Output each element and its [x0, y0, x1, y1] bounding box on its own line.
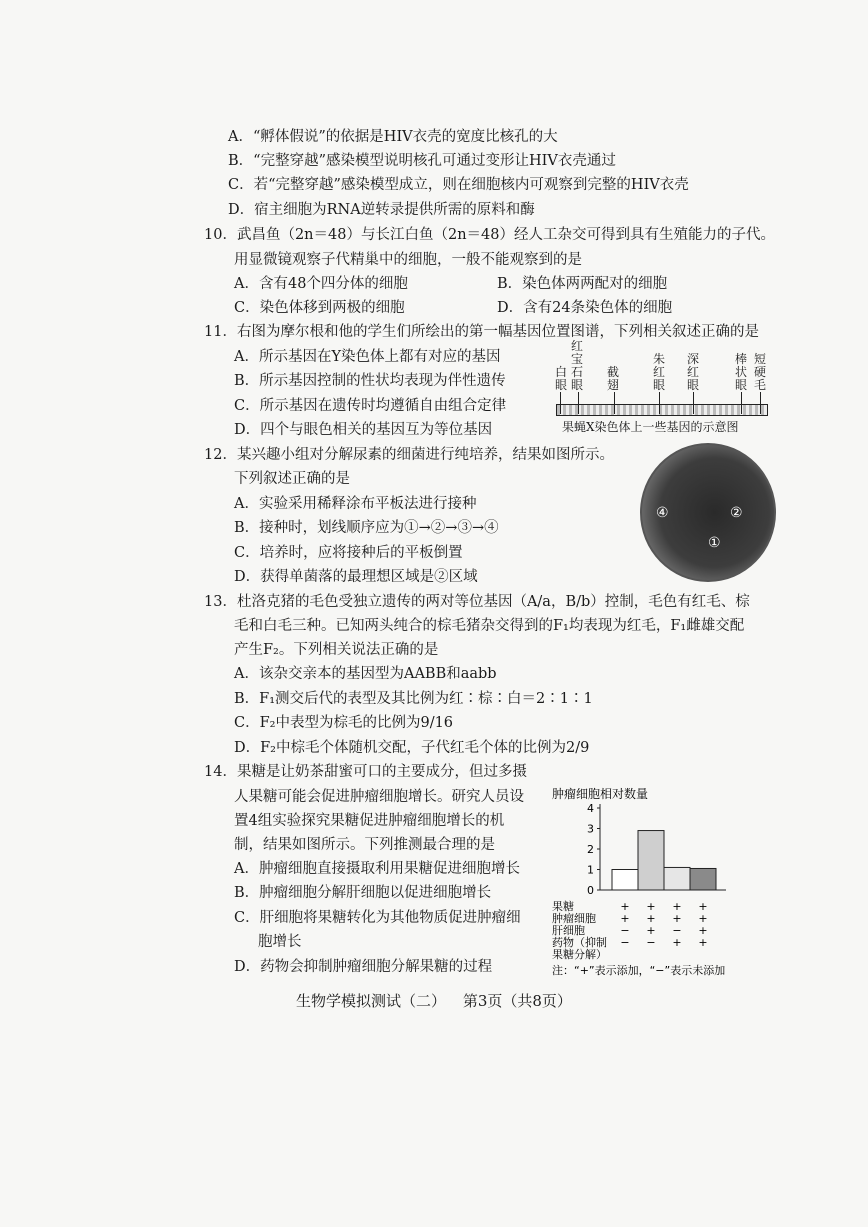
condition-sign: +	[698, 912, 708, 925]
q14-option-c-line-1: C．肝细胞将果糖转化为其他物质促进肿瘤细	[234, 910, 521, 926]
condition-sign: +	[646, 924, 656, 937]
q14-stem-3: 置4组实验探究果糖促进肿瘤细胞增长的机	[234, 813, 505, 829]
q14-option-c-line-2: 胞增长	[258, 934, 302, 950]
condition-sign: +	[672, 936, 682, 949]
y-tick-label: 0	[587, 884, 594, 897]
q14-stem-2: 人果糖可能会促进肿瘤细胞增长。研究人员设	[234, 789, 524, 805]
q11-option-d: D．四个与眼色相关的基因互为等位基因	[234, 422, 493, 438]
q13-option-a: A．该杂交亲本的基因型为AABB和aabb	[234, 666, 497, 682]
chart-ylabel: 肿瘤细胞相对数量	[552, 787, 649, 801]
dish-region-4-label: ④	[656, 505, 669, 521]
q14-stem-1: 14．果糖是让奶茶甜蜜可口的主要成分，但过多摄	[204, 764, 527, 780]
footer-page-number: 第3页（共8页）	[462, 992, 572, 1010]
q12-option-d: D．获得单菌落的最理想区域是②区域	[234, 569, 478, 585]
q12-option-b: B．接种时，划线顺序应为①→②→③→④	[234, 520, 499, 536]
gene-tick	[760, 392, 761, 414]
bar	[690, 868, 716, 890]
q9-option-b: B．“完整穿越”感染模型说明核孔可通过变形让HIV衣壳通过	[228, 153, 616, 169]
q14-option-b: B．肿瘤细胞分解肝细胞以促进细胞增长	[234, 885, 492, 901]
condition-sign: +	[646, 900, 656, 913]
gene-tick	[578, 392, 579, 414]
condition-row-label: 肝细胞	[552, 924, 585, 937]
chart-note: 注：“+”表示添加，“−”表示未添加	[552, 964, 726, 977]
q14-option-d: D．药物会抑制肿瘤细胞分解果糖的过程	[234, 959, 493, 975]
bar	[638, 831, 664, 890]
footer-title: 生物学模拟测试（二）	[296, 992, 447, 1010]
condition-sign: +	[672, 912, 682, 925]
q10-option-d: D．含有24条染色体的细胞	[497, 300, 673, 316]
gene-label-bar-eye: 棒状眼	[734, 352, 747, 392]
chromosome-caption: 果蝇X染色体上一些基因的示意图	[562, 420, 739, 434]
q9-option-c: C．若“完整穿越”感染模型成立，则在细胞核内可观察到完整的HIV衣壳	[228, 177, 689, 193]
condition-sign: −	[620, 936, 630, 949]
q13-option-b: B．F₁测交后代的表型及其比例为红∶棕∶白＝2∶1∶1	[234, 691, 593, 707]
condition-sign: +	[646, 912, 656, 925]
gene-label-white-eye: 白眼	[554, 365, 567, 392]
gene-label-vermilion-eye: 朱红眼	[652, 352, 665, 392]
q10-option-b: B．染色体两两配对的细胞	[497, 276, 668, 292]
q11-stem: 11．右图为摩尔根和他的学生们所绘出的第一幅基因位置图谱，下列相关叙述正确的是	[204, 324, 759, 340]
gene-label-carmine-eye: 深红眼	[686, 352, 699, 392]
gene-label-cut-wing: 截翅	[606, 365, 619, 392]
q13-option-d: D．F₂中棕毛个体随机交配，子代红毛个体的比例为2/9	[234, 740, 590, 756]
q11-option-c: C．所示基因在遗传时均遵循自由组合定律	[234, 398, 507, 414]
condition-row-label: 果糖分解）	[552, 948, 607, 961]
y-tick-label: 2	[587, 843, 594, 856]
q13-stem-1: 13．杜洛克猪的毛色受独立遗传的两对等位基因（A/a，B/b）控制，毛色有红毛、棕	[204, 594, 750, 610]
q10-option-a: A．含有48个四分体的细胞	[234, 276, 408, 292]
chromosome-diagram	[552, 340, 774, 436]
condition-sign: +	[672, 900, 682, 913]
condition-sign: −	[620, 924, 630, 937]
q13-option-c: C．F₂中表型为棕毛的比例为9/16	[234, 715, 454, 731]
q10-stem-1: 10．武昌鱼（2n＝48）与长江白鱼（2n＝48）经人工杂交可得到具有生殖能力的子代。	[204, 227, 775, 243]
gene-tick	[614, 392, 615, 414]
dish-region-2-label: ②	[730, 505, 743, 521]
condition-sign: +	[620, 900, 630, 913]
gene-label-ruby-eye: 红宝石眼	[570, 339, 583, 392]
condition-sign: −	[672, 924, 682, 937]
q12-option-c: C．培养时，应将接种后的平板倒置	[234, 545, 463, 561]
q10-stem-2: 用显微镜观察子代精巢中的细胞，一般不能观察到的是	[234, 252, 582, 268]
condition-sign: +	[698, 900, 708, 913]
condition-sign: +	[620, 912, 630, 925]
y-tick-label: 4	[587, 802, 594, 815]
gene-tick	[659, 392, 660, 414]
page-footer	[0, 990, 868, 1011]
y-tick-label: 1	[587, 863, 594, 877]
condition-sign: −	[646, 936, 656, 949]
gene-tick	[741, 392, 742, 414]
x-chromosome-bar	[556, 404, 768, 416]
q14-option-a: A．肿瘤细胞直接摄取利用果糖促进细胞增长	[234, 861, 520, 877]
q11-option-b: B．所示基因控制的性状均表现为伴性遗传	[234, 373, 506, 389]
gene-tick	[693, 392, 694, 414]
q12-option-a: A．实验采用稀释涂布平板法进行接种	[234, 496, 477, 512]
q10-option-c: C．染色体移到两极的细胞	[234, 300, 405, 316]
condition-row-label: 果糖	[552, 900, 574, 913]
bar	[664, 867, 690, 890]
y-tick-label: 3	[587, 822, 594, 836]
dish-region-1-label: ①	[708, 535, 721, 551]
bar	[612, 870, 638, 891]
tumor-cell-bar-chart	[552, 786, 784, 986]
q13-stem-2: 毛和白毛三种。已知两头纯合的棕毛猪杂交得到的F₁均表现为红毛，F₁雌雄交配	[234, 618, 745, 634]
condition-row-label: 肿瘤细胞	[552, 912, 596, 925]
petri-dish-image	[640, 443, 776, 582]
condition-sign: +	[698, 936, 708, 949]
q9-option-a: A．“孵体假说”的依据是HIV衣壳的宽度比核孔的大	[228, 129, 558, 145]
q13-stem-3: 产生F₂。下列相关说法正确的是	[234, 642, 439, 658]
condition-sign: +	[698, 924, 708, 937]
gene-label-bristle: 短硬毛	[753, 352, 766, 392]
gene-tick	[560, 392, 561, 414]
q14-stem-4: 制，结果如图所示。下列推测最合理的是	[234, 837, 495, 853]
q11-option-a: A．所示基因在Y染色体上都有对应的基因	[234, 349, 501, 365]
q12-stem-1: 12．某兴趣小组对分解尿素的细菌进行纯培养，结果如图所示。	[204, 447, 614, 463]
q12-stem-2: 下列叙述正确的是	[234, 471, 350, 487]
q9-option-d: D．宿主细胞为RNA逆转录提供所需的原料和酶	[228, 202, 535, 218]
condition-row-label: 药物（抑制	[552, 936, 607, 949]
